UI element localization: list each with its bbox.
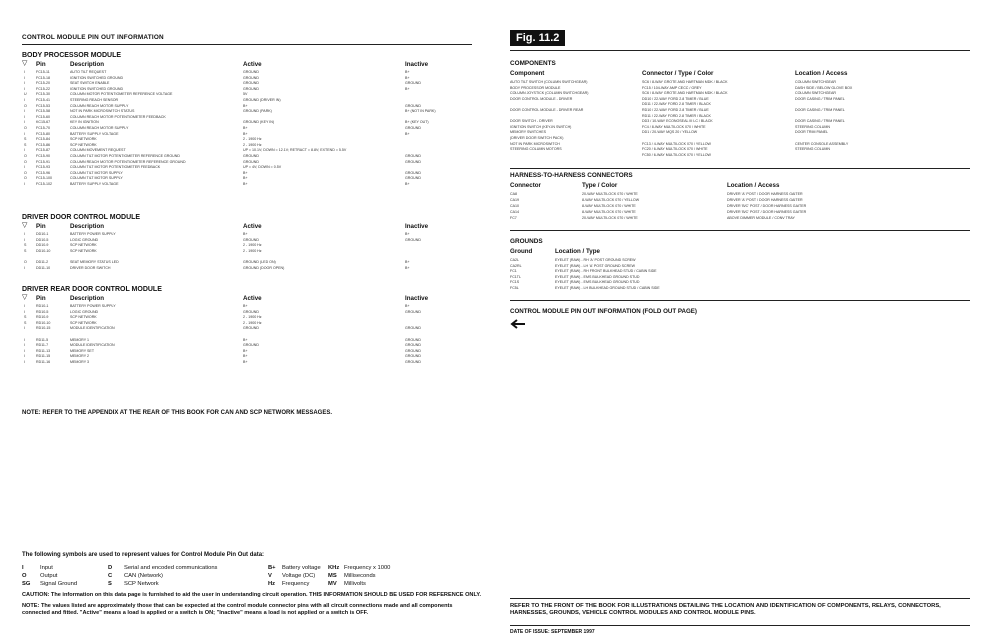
table-cell: I	[24, 70, 25, 74]
table-cell: GROUND (KEY IN)	[243, 120, 275, 125]
table-cell: 2 - 1900 Hz	[243, 248, 262, 253]
table-cell: DD10-10	[36, 248, 51, 253]
component-cell: FC20 / 6-WAY MULTILOCK 070 / WHITE	[642, 147, 708, 152]
table-cell: DD11-2	[36, 260, 49, 264]
table-cell: COLUMN REACH MOTOR SUPPLY	[70, 126, 129, 130]
legend-item: KHz	[328, 565, 340, 571]
table-cell: O	[24, 176, 27, 181]
table-cell: FC15-86	[36, 142, 50, 147]
legend-item: Serial and encoded communications	[124, 565, 218, 571]
table-cell: B+	[405, 182, 410, 186]
table-cell: IGNITION SWITCHED GROUND	[70, 75, 124, 80]
table-cell: I	[24, 182, 25, 186]
table-cell: I	[24, 354, 25, 359]
table-cell: IGNITION SWITCHED GROUND	[70, 86, 124, 91]
ground-cell: EYELET (RAW) - RH FRONT BULKHEAD STUD / CABIN SIDE	[555, 269, 657, 274]
table-cell: BATTERY SUPPLY VOLTAGE	[70, 131, 119, 136]
table-cell: I	[24, 86, 25, 91]
harness-cell: ABOVE DIMMER MODULE / CONV TRAY	[727, 216, 795, 220]
table-cell: B+	[243, 348, 248, 353]
table-cell: GROUND	[405, 170, 421, 175]
harness-cell: 8-WAY MULTILOCK 070 / WHITE	[582, 204, 636, 208]
table-cell: DD10-9	[36, 243, 49, 248]
table-cell: GROUND	[405, 326, 421, 331]
harness-cell: FC7	[510, 216, 517, 220]
table-cell: B+	[243, 170, 248, 175]
table-cell: B+	[405, 304, 410, 308]
col-description: Description	[70, 295, 105, 302]
table-cell: FC15-18	[36, 75, 50, 80]
table-cell: B+	[243, 337, 248, 342]
table-cell: FC15-96	[36, 170, 50, 175]
table-cell: B+	[243, 131, 248, 136]
table-cell: B+	[243, 103, 248, 108]
table-cell: KC15-67	[36, 120, 51, 125]
col-active: Active	[243, 223, 262, 230]
col-harn-location: Location / Access	[727, 182, 780, 189]
pin-triangle-icon: ▽	[22, 60, 28, 67]
component-cell: DOOR CASING / TRIM PANEL	[795, 96, 845, 101]
table-cell: FC15-22	[36, 86, 50, 91]
component-cell: DOOR CASING / TRIM PANEL	[795, 119, 845, 124]
table-cell: B+	[243, 126, 248, 130]
table-cell: DD10-1	[36, 232, 49, 236]
table-cell: FC15-30	[36, 92, 50, 97]
component-cell: NOT IN PARK MICROSWITCH	[510, 141, 560, 146]
table-cell: U	[24, 92, 27, 97]
table-cell: LOGIC GROUND	[70, 309, 99, 314]
component-cell: DOOR CONTROL MODULE - DRIVER	[510, 96, 573, 101]
table-cell: O	[24, 260, 27, 264]
table-cell: GROUND (DOOR OPEN)	[243, 265, 285, 270]
table-cell: B+	[405, 70, 410, 74]
component-cell: COLUMN JOYSTICK (COLUMN SWITCHGEAR)	[510, 91, 589, 96]
table-cell: MODULE IDENTIFICATION	[70, 343, 115, 348]
table-cell: O	[24, 103, 27, 108]
col-harn-connector: Connector	[510, 182, 541, 189]
harness-cell: 20-WAY MULTILOCK 070 / WHITE	[582, 216, 638, 220]
table-cell: S	[24, 320, 27, 325]
harness-cell: DRIVER 'A' POST / DOOR HARNESS GAITER	[727, 192, 803, 196]
ground-cell: CA2L	[510, 258, 519, 262]
component-cell: DD11 / 22-WAY FORD 2.8 TIMER / BLACK	[642, 102, 711, 107]
col-inactive: Inactive	[405, 295, 429, 302]
table-cell: GROUND	[243, 343, 259, 348]
table-cell: COLUMN REACH MOTOR POTENTIOMETER FEEDBACK	[70, 114, 166, 119]
grounds-heading: GROUNDS	[510, 238, 543, 245]
legend-item: I	[22, 565, 24, 571]
table-cell: LOGIC GROUND	[70, 237, 99, 242]
table-cell: COLUMN TILT MOTOR POTENTIOMETER FEEDBACK	[70, 165, 161, 170]
table-cell: S	[24, 243, 27, 248]
col-inactive: Inactive	[405, 223, 429, 230]
table-cell: KEY IN IGNITION	[70, 120, 99, 125]
component-cell: SC6 / 8-WAY GROTE AND HARTMAN MDK / BLACK	[642, 91, 728, 96]
table-cell: FC15-87	[36, 148, 50, 153]
table-cell: GROUND	[405, 81, 421, 86]
table-cell: B+ (KEY OUT)	[405, 120, 429, 125]
table-cell: 2 - 1900 Hz	[243, 243, 262, 248]
table-cell: COLUMN MOVEMENT REQUEST	[70, 148, 126, 153]
table-cell: GROUND	[243, 326, 259, 331]
legend-item: O	[22, 573, 27, 579]
section-title: DRIVER DOOR CONTROL MODULE	[22, 214, 141, 221]
component-cell: STEERING COLUMN	[795, 147, 830, 152]
table-cell: I	[24, 232, 25, 236]
legend-item: Milliseconds	[344, 573, 376, 579]
table-cell: FC15-58	[36, 109, 50, 114]
component-cell: FC4 / 8-WAY MULTILOCK 070 / WHITE	[642, 124, 706, 129]
table-cell: FC15-70	[36, 126, 50, 130]
table-cell: GROUND	[243, 75, 259, 80]
table-cell: FC15-20	[36, 81, 50, 86]
ground-cell: EYELET (RAW) - RH 'A' POST GROUND SCREW	[555, 258, 636, 262]
table-cell: I	[24, 120, 25, 125]
col-component: Component	[510, 70, 545, 77]
issue-date: DATE OF ISSUE: SEPTEMBER 1997	[510, 629, 595, 635]
ground-cell: FC5L	[510, 286, 519, 290]
table-cell: GROUND	[405, 159, 421, 164]
legend-item: Frequency	[282, 581, 310, 587]
table-cell: GROUND	[243, 70, 259, 74]
harness-cell: CA8	[510, 192, 517, 196]
component-cell: SC6 / 8-WAY GROTE AND HARTMAN MDK / BLACK	[642, 80, 728, 84]
table-cell: B+ (NOT IN PARK)	[405, 109, 436, 114]
harness-cell: DRIVER 'B/C' POST / DOOR HARNESS GAITER	[727, 204, 807, 208]
component-cell: COLUMN SWITCHGEAR	[795, 80, 836, 84]
component-cell: CENTER CONSOLE ASSEMBLY	[795, 141, 849, 146]
legend-item: Output	[40, 573, 58, 579]
table-cell: COLUMN TILT MOTOR SUPPLY	[70, 176, 123, 181]
component-cell: (DRIVER DOOR SWITCH PACK)	[510, 136, 564, 140]
legend-item: MS	[328, 573, 337, 579]
table-cell: B+	[243, 360, 248, 364]
legend-title: The following symbols are used to represent values for Control Module Pin Out data:	[22, 552, 265, 558]
table-cell: I	[24, 343, 25, 348]
caution-text: CAUTION: The information on this data page is furnished to aid the user in understanding circuit operation. THIS INFORMATION SHOULD BE USED FOR REFERENCE ONLY.	[22, 592, 482, 598]
component-cell: AUTO TILT SWITCH (COLUMN SWITCHGEAR)	[510, 80, 588, 84]
component-cell: DOOR TRIM PANEL	[795, 130, 829, 135]
col-ground-location: Location / Type	[555, 248, 600, 255]
table-cell: SCP NETWORK	[70, 137, 97, 142]
figure-badge: Fig. 11.2	[510, 30, 565, 46]
table-cell: O	[24, 126, 27, 130]
table-cell: I	[24, 81, 25, 86]
component-cell: DOOR SWITCH - DRIVER	[510, 119, 553, 124]
component-cell: FC13 / 4-WAY MULTILOCK 070 / YELLOW	[642, 141, 711, 146]
table-cell: NOT IN PARK MICROSWITCH STATUS	[70, 109, 135, 114]
back-arrow-icon[interactable]	[510, 316, 526, 334]
table-cell: FC15-93	[36, 165, 50, 170]
col-ground: Ground	[510, 248, 533, 255]
section-title: BODY PROCESSOR MODULE	[22, 52, 122, 59]
table-cell: SCP NETWORK	[70, 320, 97, 325]
table-cell: GROUND	[405, 360, 421, 364]
table-cell: O	[24, 154, 27, 158]
table-cell: S	[24, 142, 27, 147]
table-cell: B+	[243, 182, 248, 186]
ground-cell: FC1	[510, 269, 517, 274]
table-cell: MEMORY 1	[70, 337, 90, 342]
appendix-note: NOTE: REFER TO THE APPENDIX AT THE REAR OF THIS BOOK FOR CAN AND SCP NETWORK MESSAGES.	[22, 410, 333, 416]
table-cell: DRIVER DOOR SWITCH	[70, 265, 111, 270]
table-cell: RD10-10	[36, 320, 51, 325]
table-cell: COLUMN MOTOR POTENTIOMETER REFERENCE VOLTAGE	[70, 92, 173, 97]
legend-item: B+	[268, 565, 276, 571]
table-cell: UP = 10.1V; DOWN = 12.1V; RETRACT = 8.8V; EXTEND = 5.5V	[243, 148, 347, 153]
component-cell: IGNITION SWITCH (KEY-IN SWITCH)	[510, 124, 572, 129]
ground-cell: CA2RL	[510, 263, 522, 268]
col-active: Active	[243, 61, 262, 68]
harness-cell: DRIVER 'B/C' POST / DOOR HARNESS GAITER	[727, 210, 807, 214]
table-cell: MEMORY SET	[70, 348, 95, 353]
table-cell: GROUND	[405, 348, 421, 353]
component-cell: BODY PROCESSOR MODULE	[510, 85, 561, 90]
table-cell: I	[24, 98, 25, 102]
table-cell: FC15-90	[36, 154, 50, 158]
ground-cell: EYELET (RAW) - EMS BULKHEAD GROUND STUD	[555, 280, 640, 285]
table-cell: SCP NETWORK	[70, 315, 97, 320]
table-cell: FC15-91	[36, 159, 50, 164]
component-cell: DD3 / 10-WAY ECONOSEAL III LC / BLACK	[642, 119, 713, 124]
table-cell: S	[24, 137, 27, 142]
legend-item: Hz	[268, 581, 276, 587]
refer-note: REFER TO THE FRONT OF THE BOOK FOR ILLUSTRATIONS DETAILING THE LOCATION AND IDENTIFICATION OF COMPONENTS, RELAYS, CONNECTORS, HARNESSES, GROUNDS, VEHICLE CONTROL MODULES AND CONTROL MODULE PINS.	[510, 603, 941, 616]
legend-item: Battery voltage	[282, 565, 321, 571]
table-cell: I	[24, 360, 25, 364]
pin-triangle-icon: ▽	[22, 222, 28, 229]
col-description: Description	[70, 223, 105, 230]
table-cell: SCP NETWORK	[70, 142, 97, 147]
component-cell: DASH SIDE / BELOW GLOVE BOX	[795, 85, 853, 90]
table-cell: MODULE IDENTIFICATION	[70, 326, 115, 331]
legend-item: V	[268, 573, 272, 579]
legend-item: Voltage (DC)	[282, 573, 316, 579]
table-cell: S	[24, 248, 27, 253]
table-cell: GROUND	[405, 103, 421, 108]
col-connector: Connector / Type / Color	[642, 70, 714, 77]
table-cell: BATTERY POWER SUPPLY	[70, 304, 116, 308]
table-cell: MEMORY 3	[70, 360, 90, 364]
table-cell: GROUND	[243, 154, 259, 158]
harness-cell: CA10	[510, 204, 519, 208]
table-cell: I	[24, 348, 25, 353]
table-cell: GROUND	[243, 81, 259, 86]
table-cell: RD10-1	[36, 304, 49, 308]
ground-cell: EYELET (RAW) - EMS BULKHEAD GROUND STUD	[555, 274, 640, 279]
table-cell: AUTO TILT REQUEST	[70, 70, 107, 74]
table-cell: B+	[405, 232, 410, 236]
table-cell: COLUMN TILT MOTOR SUPPLY	[70, 170, 123, 175]
table-cell: SEAT SWITCH ENABLE	[70, 81, 110, 86]
harness-cell: 8-WAY MULTILOCK 070 / WHITE	[582, 210, 636, 214]
component-cell: STEERING COLUMN MOTORS	[510, 147, 562, 152]
harness-cell: 20-WAY MULTILOCK 070 / WHITE	[582, 192, 638, 196]
table-cell: RD11-15	[36, 354, 51, 359]
table-cell: I	[24, 304, 25, 308]
table-cell: RD11-5	[36, 337, 49, 342]
table-cell: I	[24, 148, 25, 153]
legend-item: D	[108, 565, 113, 571]
table-cell: UP = 4V; DOWN = 0.5V	[243, 165, 282, 170]
table-cell: I	[24, 237, 25, 242]
table-cell: B+	[243, 232, 248, 236]
page-title: CONTROL MODULE PIN OUT INFORMATION	[22, 34, 164, 41]
ground-cell: EYELET (RAW) - LH BULKHEAD GROUND STUD / CABIN SIDE	[555, 286, 660, 290]
table-cell: FC15-11	[36, 70, 50, 74]
component-cell: RD11 / 22-WAY FORD 2.8 TIMER / BLACK	[642, 113, 711, 118]
ground-cell: EYELET (RAW) - LH 'A' POST GROUND SCREW	[555, 263, 635, 268]
table-cell: B+	[243, 304, 248, 308]
table-cell: B+	[405, 260, 410, 264]
table-cell: FC15-41	[36, 98, 50, 102]
table-cell: FC15-53	[36, 103, 50, 108]
legend-item: S	[108, 581, 112, 587]
component-cell: DOOR CONTROL MODULE - DRIVER REAR	[510, 108, 584, 112]
table-cell: STEERING REACH SENSOR	[70, 98, 119, 102]
table-cell: B+	[405, 131, 410, 136]
col-pin: Pin	[36, 223, 46, 230]
legend-item: Input	[40, 565, 53, 571]
legend-item: SG	[22, 581, 31, 587]
legend-item: CAN (Network)	[124, 573, 163, 579]
harness-cell: CA14	[510, 210, 519, 214]
col-inactive: Inactive	[405, 61, 429, 68]
col-harn-type: Type / Color	[582, 182, 618, 189]
col-location: Location / Access	[795, 70, 848, 77]
table-cell: DD11-10	[36, 265, 51, 270]
table-cell: GROUND	[243, 237, 259, 242]
harness-cell: 8-WAY MULTILOCK 070 / YELLOW	[582, 198, 640, 202]
table-cell: B+	[243, 176, 248, 181]
component-cell: RD10 / 22-WAY FORD 2.8 TIMER / BLUE	[642, 108, 709, 112]
table-cell: GROUND	[243, 159, 259, 164]
table-cell: FC15-60	[36, 114, 50, 119]
table-cell: 5V	[243, 92, 248, 97]
legend-item: Millivolts	[344, 581, 366, 587]
table-cell: MEMORY 2	[70, 354, 90, 359]
table-cell: I	[24, 131, 25, 136]
table-cell: GROUND	[243, 86, 259, 91]
component-cell: FC50 / 6-WAY MULTILOCK 070 / YELLOW	[642, 152, 711, 157]
legend-item: Frequency x 1000	[344, 565, 391, 571]
ground-cell: FC1S	[510, 280, 520, 285]
component-cell: MEMORY SWITCHES	[510, 130, 547, 135]
table-cell: I	[24, 309, 25, 314]
table-cell: RD10-9	[36, 315, 49, 320]
table-cell: GROUND (LED ON)	[243, 260, 276, 264]
table-cell: BATTERY POWER SUPPLY	[70, 232, 116, 236]
table-cell: I	[24, 337, 25, 342]
table-cell: BATTERY SUPPLY VOLTAGE	[70, 182, 119, 186]
component-cell: FC15 / 104-WAY AMP CECC / GREY	[642, 85, 702, 90]
table-cell: 2 - 1900 Hz	[243, 315, 262, 320]
table-cell: GROUND	[405, 309, 421, 314]
table-cell: S	[24, 315, 27, 320]
table-cell: I	[24, 165, 25, 170]
table-cell: O	[24, 170, 27, 175]
component-cell: DOOR CASING / TRIM PANEL	[795, 108, 845, 112]
foldout-label: CONTROL MODULE PIN OUT INFORMATION (FOLD OUT PAGE)	[510, 308, 697, 315]
section-title: DRIVER REAR DOOR CONTROL MODULE	[22, 286, 162, 293]
col-pin: Pin	[36, 61, 46, 68]
component-cell: DD10 / 22-WAY FORD 2.8 TIMER / BLUE	[642, 96, 709, 101]
table-cell: SEAT MEMORY STATUS LED	[70, 260, 119, 264]
harness-heading: HARNESS-TO-HARNESS CONNECTORS	[510, 172, 633, 179]
legend-item: MV	[328, 581, 337, 587]
table-cell: FC15-84	[36, 137, 50, 142]
table-cell: GROUND	[405, 337, 421, 342]
table-cell: B+	[405, 86, 410, 91]
values-note: NOTE: The values listed are approximately those that can be expected at the control module connector pins with all circuit connections made and all components connected and fitted. "Active" means a load is applied or a switch is ON; "Inactive" means a load is not applied or a switch is OFF.	[22, 603, 453, 616]
legend-item: C	[108, 573, 113, 579]
table-cell: 2 - 1900 Hz	[243, 137, 262, 142]
col-description: Description	[70, 61, 105, 68]
table-cell: SCP NETWORK	[70, 243, 97, 248]
table-cell: GROUND	[405, 354, 421, 359]
table-cell: RD10-5	[36, 309, 49, 314]
table-cell: GROUND	[405, 237, 421, 242]
table-cell: COLUMN REACH MOTOR SUPPLY	[70, 103, 129, 108]
right-page	[492, 0, 984, 638]
table-cell: B+	[405, 265, 410, 270]
table-cell: RD11-16	[36, 360, 51, 364]
table-cell: I	[24, 109, 25, 114]
harness-cell: DRIVER 'A' POST / DOOR HARNESS GAITER	[727, 198, 803, 202]
table-cell: B+	[243, 354, 248, 359]
table-cell: B+	[405, 75, 410, 80]
col-active: Active	[243, 295, 262, 302]
pin-triangle-icon: ▽	[22, 294, 28, 301]
table-cell: COLUMN TILT MOTOR POTENTIOMETER REFERENCE GROUND	[70, 154, 180, 158]
table-cell: DD10-5	[36, 237, 49, 242]
table-cell: SCP NETWORK	[70, 248, 97, 253]
component-cell: STEERING COLUMN	[795, 124, 830, 129]
table-cell: 2 - 1900 Hz	[243, 142, 262, 147]
table-cell: O	[24, 159, 27, 164]
components-heading: COMPONENTS	[510, 60, 556, 67]
component-cell: DD1 / 20-WAY MQS 20 / YELLOW	[642, 130, 698, 135]
table-cell: GROUND	[405, 176, 421, 181]
col-pin: Pin	[36, 295, 46, 302]
table-cell: FC15-102	[36, 182, 52, 186]
table-cell: GROUND (PARK)	[243, 109, 272, 114]
table-cell: FC15-100	[36, 176, 52, 181]
table-cell: FC15-80	[36, 131, 50, 136]
table-cell: RD11-13	[36, 348, 51, 353]
table-cell: I	[24, 114, 25, 119]
legend-item: Signal Ground	[40, 581, 78, 587]
harness-cell: CA19	[510, 198, 519, 202]
table-cell: GROUND (DRIVER IN)	[243, 98, 281, 102]
table-cell: GROUND	[243, 309, 259, 314]
table-cell: RD11-7	[36, 343, 49, 348]
table-cell: I	[24, 265, 25, 270]
table-cell: GROUND	[405, 343, 421, 348]
table-cell: GROUND	[405, 154, 421, 158]
table-cell: I	[24, 75, 25, 80]
table-cell: RD10-15	[36, 326, 51, 331]
component-cell: COLUMN SWITCHGEAR	[795, 91, 836, 96]
legend-item: SCP Network	[124, 581, 159, 587]
table-cell: I	[24, 326, 25, 331]
ground-cell: FC1TL	[510, 274, 521, 279]
table-cell: COLUMN REACH MOTOR POTENTIOMETER REFERENCE GROUND	[70, 159, 186, 164]
table-cell: 2 - 1900 Hz	[243, 320, 262, 325]
table-cell: GROUND	[405, 126, 421, 130]
